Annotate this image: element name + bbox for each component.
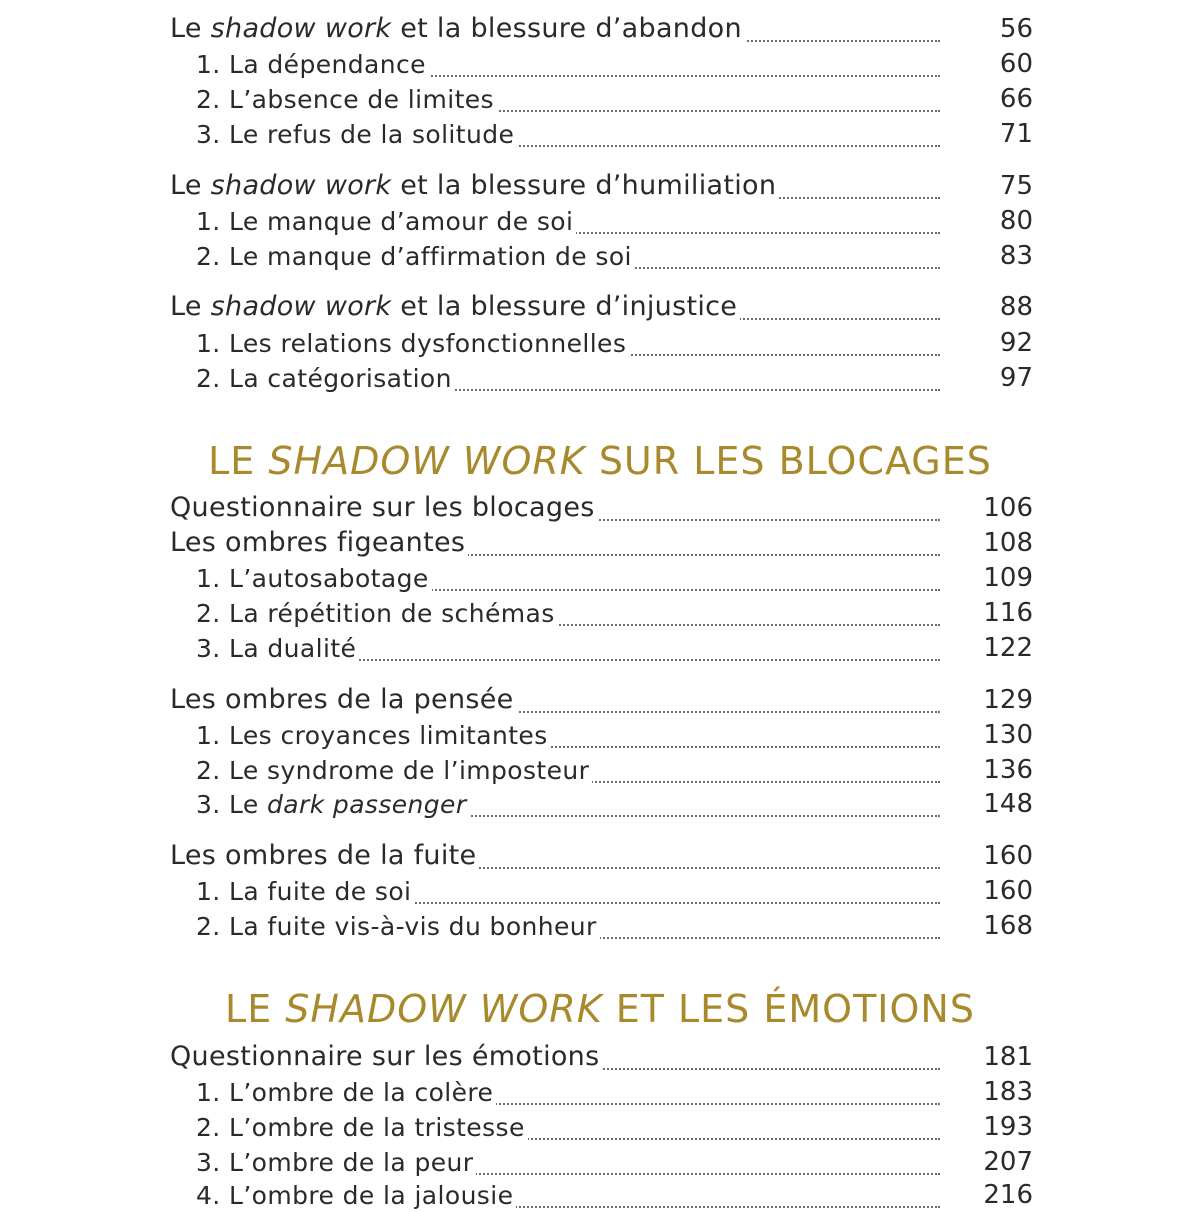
section-title-emotions: LE SHADOW WORK ET LES ÉMOTIONS: [225, 987, 975, 1031]
toc-entry-repetition-schemas[interactable]: [0, 596, 1200, 630]
toc-entry-croyances[interactable]: [0, 718, 1200, 752]
toc-entry-tristesse[interactable]: [0, 1110, 1200, 1144]
toc-entry-title: 2. Le manque d’affirmation de soi: [196, 244, 635, 269]
page-number: 92: [999, 328, 1033, 358]
toc-entry-title: Le shadow work et la blessure d’humiliation: [170, 172, 779, 199]
toc-entry-categorisation[interactable]: [0, 361, 1200, 395]
toc-entry-questionnaire-emotions[interactable]: [0, 1040, 1200, 1074]
page-number: 136: [983, 755, 1033, 785]
toc-entry-peur[interactable]: [0, 1145, 1200, 1179]
page-number: 97: [999, 363, 1033, 393]
toc-entry-ombres-figeantes[interactable]: [0, 526, 1200, 560]
toc-entry-ombres-pensee[interactable]: [0, 683, 1200, 717]
toc-entry-title: Les ombres figeantes: [170, 529, 468, 556]
page-number: 160: [983, 876, 1033, 906]
page-number: 109: [983, 563, 1033, 593]
toc-entry-ombres-fuite[interactable]: [0, 839, 1200, 873]
toc-entry-dualite[interactable]: [0, 631, 1200, 665]
toc-entry-injustice[interactable]: [0, 290, 1200, 324]
page-number: 193: [983, 1112, 1033, 1142]
toc-entry-title: 3. Le refus de la solitude: [196, 122, 517, 147]
page-number: 168: [983, 911, 1033, 941]
toc-entry-title: 1. Le manque d’amour de soi: [196, 209, 576, 234]
toc-entry-title: Questionnaire sur les blocages: [170, 494, 598, 521]
toc-entry-questionnaire-blocages[interactable]: [0, 491, 1200, 525]
toc-entry-title: 3. Le dark passenger: [196, 792, 470, 817]
toc-entry-title: Les ombres de la pensée: [170, 686, 517, 713]
section-title-blocages: LE SHADOW WORK SUR LES BLOCAGES: [208, 439, 992, 483]
page-number: 60: [999, 49, 1033, 79]
page-number: 148: [983, 789, 1033, 819]
toc-entry-title: 1. L’ombre de la colère: [196, 1080, 496, 1105]
page-number: 106: [983, 493, 1033, 523]
toc-entry-abandon[interactable]: [0, 12, 1200, 46]
toc-entry-title: 2. L’ombre de la tristesse: [196, 1115, 528, 1140]
toc-entry-title: 1. La fuite de soi: [196, 879, 414, 904]
page-number: 129: [983, 685, 1033, 715]
page-number: 108: [983, 528, 1033, 558]
toc-entry-jalousie[interactable]: [0, 1178, 1200, 1212]
toc-entry-relations[interactable]: [0, 326, 1200, 360]
page-number: 130: [983, 720, 1033, 750]
toc-entry-imposteur[interactable]: [0, 753, 1200, 787]
page-number: 207: [983, 1147, 1033, 1177]
page-number: 56: [999, 14, 1033, 44]
toc-entry-title: Le shadow work et la blessure d’abandon: [170, 15, 745, 42]
toc-entry-dark-passenger[interactable]: [0, 787, 1200, 821]
page-number: 183: [983, 1077, 1033, 1107]
page-number: 122: [983, 633, 1033, 663]
toc-entry-title: 1. Les croyances limitantes: [196, 723, 551, 748]
toc-entry-title: 2. La catégorisation: [196, 366, 455, 391]
page-number: 66: [999, 84, 1033, 114]
toc-entry-title: 2. La répétition de schémas: [196, 601, 558, 626]
toc-entry-title: 2. L’absence de limites: [196, 87, 497, 112]
toc-entry-amour-soi[interactable]: [0, 204, 1200, 238]
page-number: 71: [999, 119, 1033, 149]
dot-leader: [300, 659, 940, 661]
page-number: 75: [999, 171, 1033, 201]
toc-entry-title: 2. La fuite vis-à-vis du bonheur: [196, 914, 600, 939]
toc-entry-title: 4. L’ombre de la jalousie: [196, 1183, 516, 1208]
toc-entry-title: Les ombres de la fuite: [170, 842, 479, 869]
toc-entry-fuite-bonheur[interactable]: [0, 909, 1200, 943]
page-number: 216: [983, 1180, 1033, 1210]
toc-entry-title: 3. La dualité: [196, 636, 359, 661]
page-number: 80: [999, 206, 1033, 236]
toc-entry-dependance[interactable]: [0, 47, 1200, 81]
toc-entry-autosabotage[interactable]: [0, 561, 1200, 595]
toc-entry-title: 1. L’autosabotage: [196, 566, 432, 591]
page-number: 83: [999, 241, 1033, 271]
toc-entry-title: 1. Les relations dysfonctionnelles: [196, 331, 629, 356]
toc-entry-title: 3. L’ombre de la peur: [196, 1150, 476, 1175]
toc-entry-title: Questionnaire sur les émotions: [170, 1043, 602, 1070]
toc-entry-fuite-soi[interactable]: [0, 874, 1200, 908]
toc-entry-humiliation[interactable]: [0, 169, 1200, 203]
toc-entry-colere[interactable]: [0, 1075, 1200, 1109]
toc-entry-refus-solitude[interactable]: [0, 117, 1200, 151]
page-number: 88: [999, 292, 1033, 322]
toc-entry-title: Le shadow work et la blessure d’injustice: [170, 293, 740, 320]
toc-entry-title: 2. Le syndrome de l’imposteur: [196, 758, 592, 783]
page-number: 160: [983, 841, 1033, 871]
toc-entry-affirmation-soi[interactable]: [0, 239, 1200, 273]
page-number: 181: [983, 1042, 1033, 1072]
toc-entry-absence-limites[interactable]: [0, 82, 1200, 116]
toc-entry-title: 1. La dépendance: [196, 52, 429, 77]
page-number: 116: [983, 598, 1033, 628]
